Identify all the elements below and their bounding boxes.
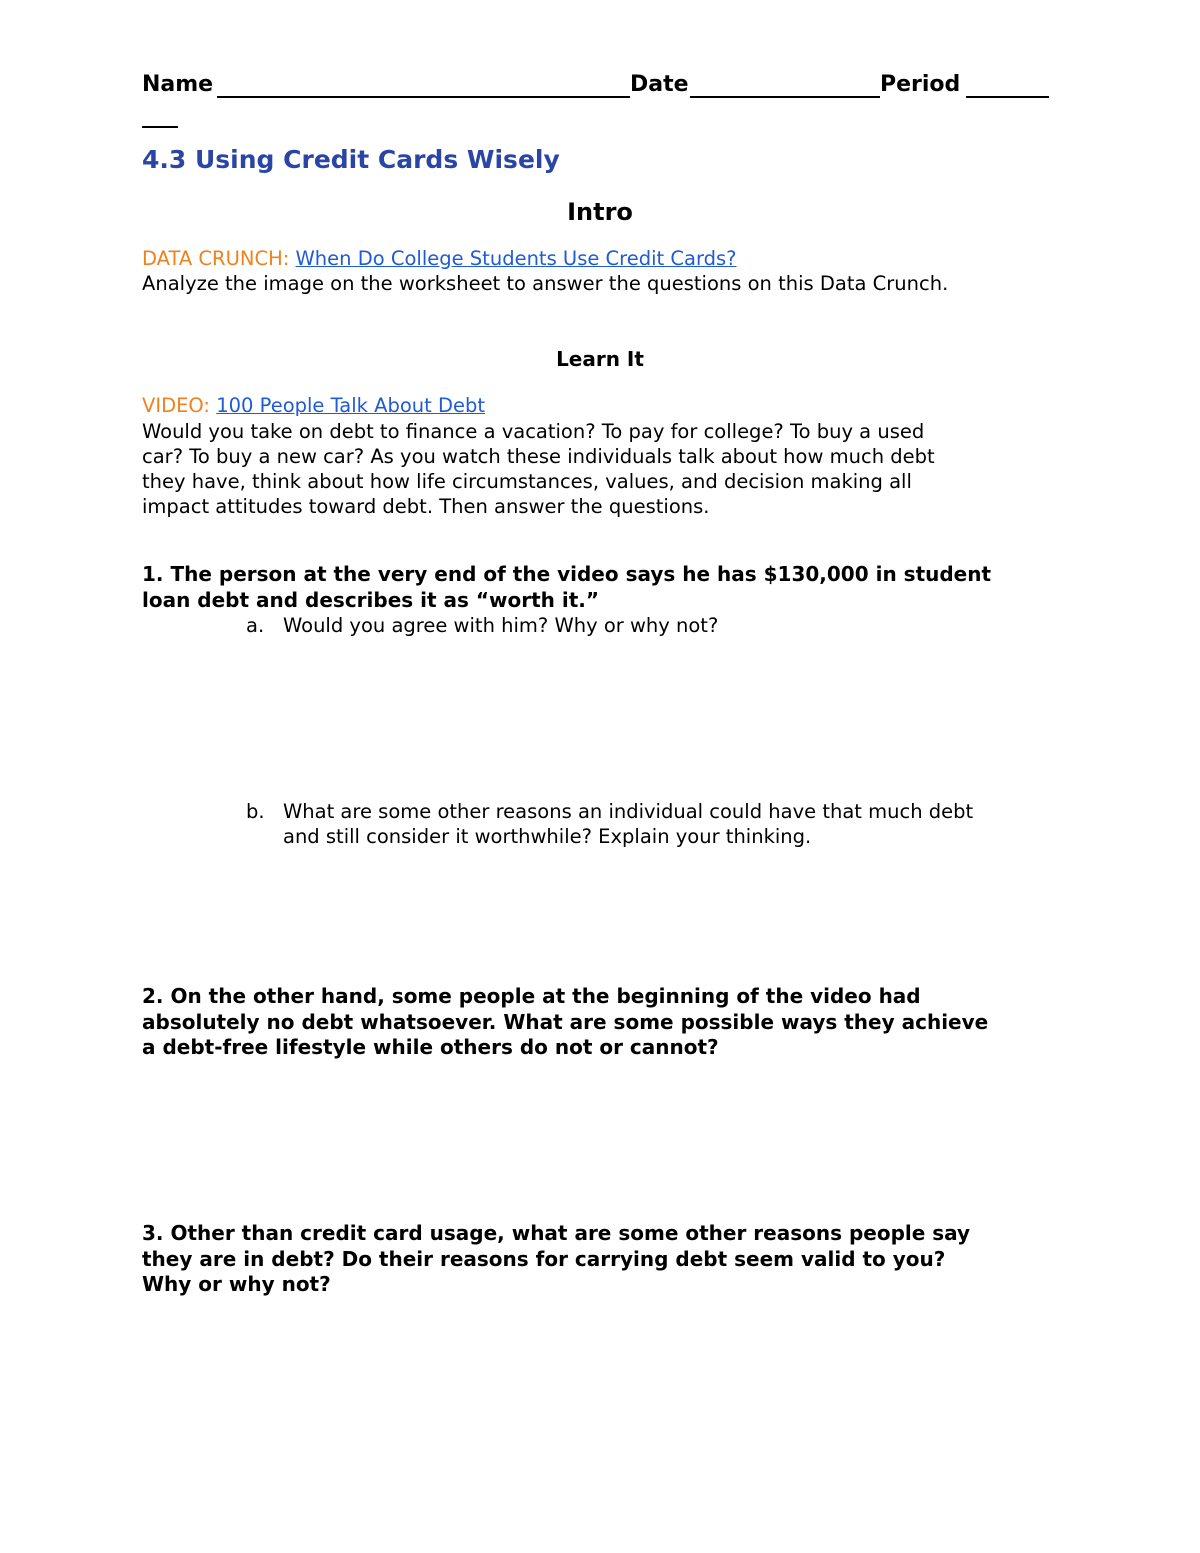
question-line: a debt-free lifestyle while others do not or cannot? (142, 1035, 719, 1059)
description-line: Would you take on debt to finance a vacation? To pay for college? To buy a used (142, 420, 925, 443)
description-line: car? To buy a new car? As you watch these individuals talk about how much debt (142, 445, 935, 468)
data-crunch-link[interactable]: When Do College Students Use Credit Cards? (295, 247, 737, 270)
data-crunch-label: DATA CRUNCH: (142, 247, 290, 270)
sub-letter: b. (246, 800, 265, 823)
description-line: they have, think about how life circumstances, values, and decision making all (142, 470, 912, 493)
date-field[interactable] (690, 96, 880, 98)
question-line: 3. Other than credit card usage, what are some other reasons people say (142, 1221, 971, 1245)
video-line (142, 393, 485, 418)
period-field-overflow (142, 126, 178, 128)
question-2 (142, 984, 988, 1061)
sub-text: and still consider it worthwhile? Explain your thinking. (283, 825, 812, 848)
answer-area-3[interactable] (142, 1303, 1062, 1503)
question-line: 2. On the other hand, some people at the beginning of the video had (142, 984, 921, 1008)
data-crunch-instruction: Analyze the image on the worksheet to answer the questions on this Data Crunch. (142, 272, 949, 295)
answer-area-2[interactable] (142, 1066, 1062, 1216)
video-link[interactable]: 100 People Talk About Debt (216, 394, 486, 417)
answer-area-1b[interactable] (142, 856, 1062, 981)
period-label: Period (880, 72, 961, 97)
question-line: absolutely no debt whatsoever. What are some possible ways they achieve (142, 1009, 989, 1034)
intro-heading: Intro (567, 198, 633, 226)
question-line: loan debt and describes it as “worth it.” (142, 587, 600, 612)
sub-text: Would you agree with him? Why or why not? (283, 614, 719, 637)
page-title: 4.3 Using Credit Cards Wisely (142, 145, 560, 174)
question-line: they are in debt? Do their reasons for carrying debt seem valid to you? (142, 1246, 946, 1271)
period-field[interactable] (966, 96, 1049, 98)
description-line: impact attitudes toward debt. Then answer the questions. (142, 495, 710, 518)
question-line: Why or why not? (142, 1272, 331, 1296)
name-label: Name (142, 72, 214, 97)
question-1b (246, 799, 973, 849)
question-1 (142, 562, 991, 613)
question-line: 1. The person at the very end of the video says he has $130,000 in student (142, 562, 992, 586)
video-label: VIDEO: (142, 394, 211, 417)
learn-it-heading: Learn It (556, 347, 644, 371)
question-1a (246, 613, 718, 638)
name-field[interactable] (217, 96, 630, 98)
data-crunch-line (142, 246, 737, 271)
sub-letter: a. (246, 614, 265, 637)
question-3 (142, 1221, 970, 1298)
sub-text: What are some other reasons an individual could have that much debt (283, 800, 974, 823)
date-label: Date (630, 72, 689, 97)
video-description (142, 419, 935, 519)
answer-area-1a[interactable] (142, 645, 1062, 795)
